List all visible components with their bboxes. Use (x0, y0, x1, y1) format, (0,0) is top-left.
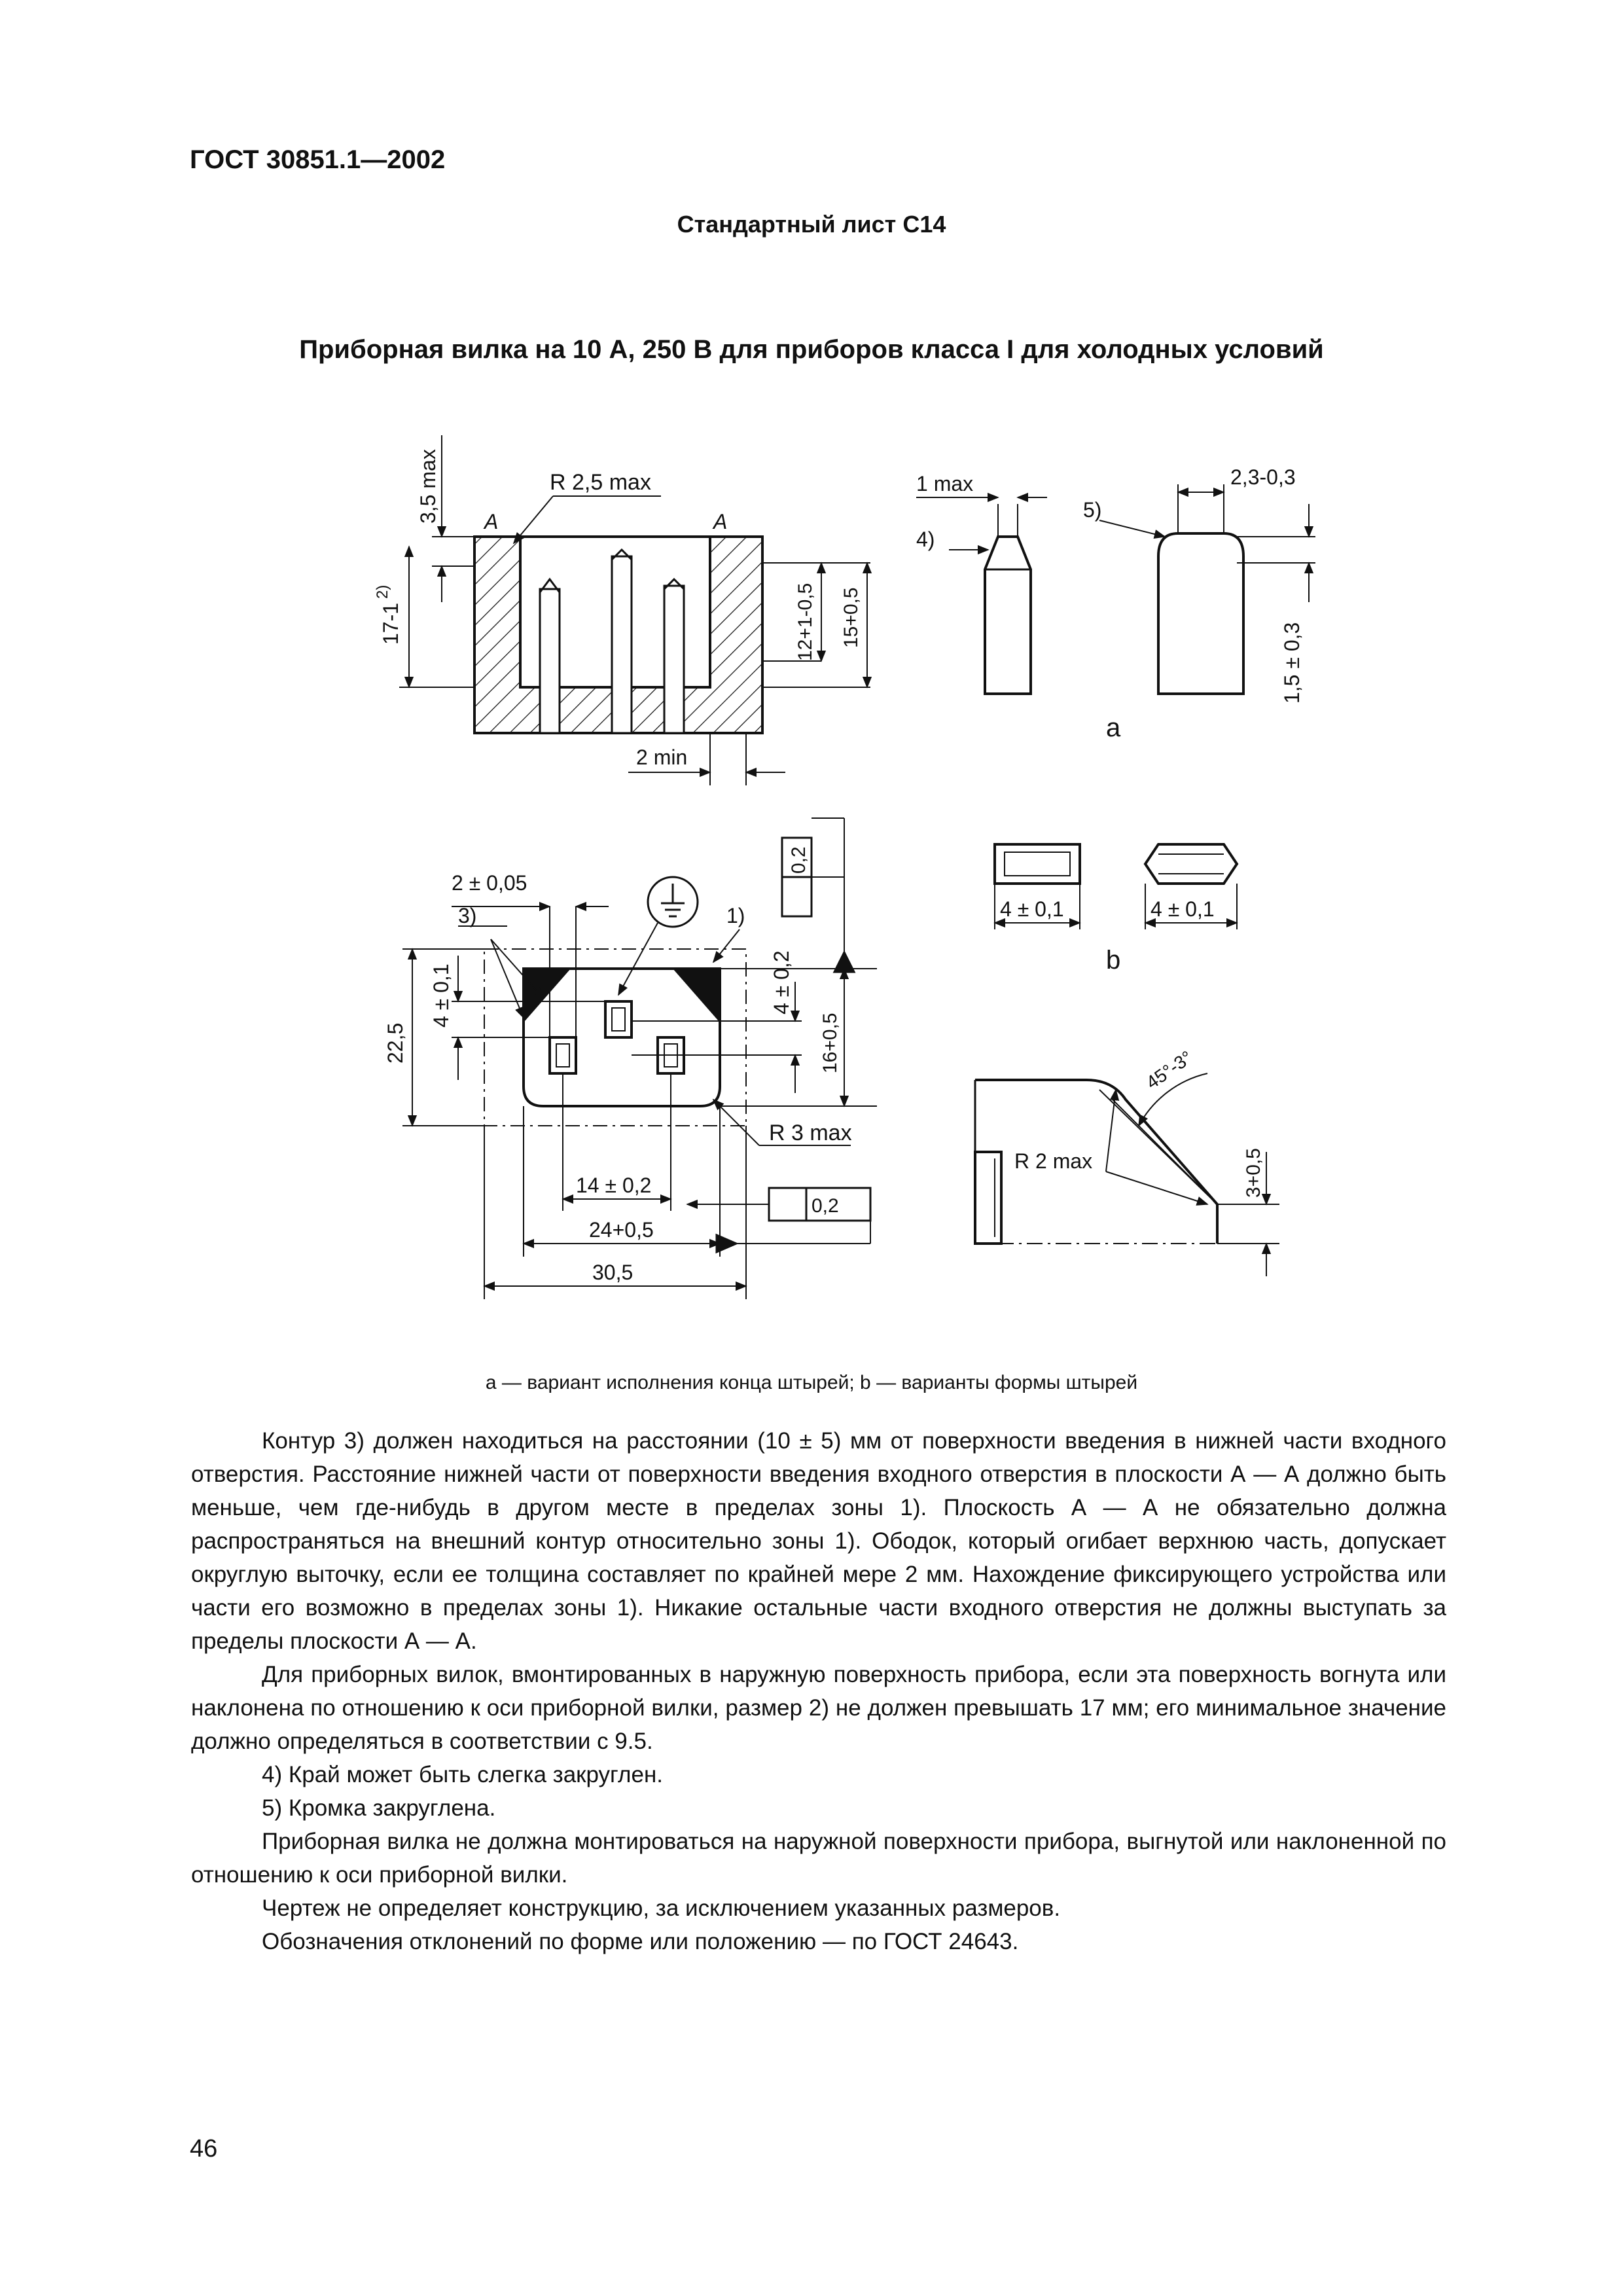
side-detail (975, 1073, 1279, 1276)
paragraph: Приборная вилка не должна монтироваться на наружной поверхности прибора, выгнутой или наклоненной по отношению к оси приборной вилки. (191, 1829, 1446, 1888)
tolerance-0-2-bottom: 0,2 (812, 1195, 839, 1217)
dim-2-005: 2 ± 0,05 (452, 871, 527, 895)
dim-1-max: 1 max (916, 472, 974, 495)
dim-4-02: 4 ± 0,2 (770, 950, 793, 1014)
paragraph: Чертеж не определяет конструкцию, за исключением указанных размеров. (262, 1895, 1061, 1921)
dim-16: 16+0,5 (819, 1013, 841, 1073)
dim-22-5: 22,5 (383, 1022, 407, 1064)
dim-1-5: 1,5 ± 0,3 (1280, 622, 1304, 704)
paragraph: Контур 3) должен находиться на расстоянии (10 ± 5) мм от поверхности введения в нижней части входного отверстия. Расстояние нижней части от поверхности введения входного отверстия в плоскости А — А должно быть меньше, чем где-нибудь в другом месте в пределах зоны 1). Плоскость А — А не обязательно должна распространяться на внешний контур относительно зоны 1). Ободок, который огибает верхнюю часть, допускает округлую выточку, если ее толщина составляет по крайней мере 2 мм. Нахождение фиксирующего устройства или части его возможно в пределах зоны 1). Никакие остальные части входного отверстия не должны выступать за пределы плоскости А — А. (191, 1428, 1446, 1654)
dim-2-3: 2,3-0,3 (1230, 465, 1296, 489)
view-a-label: a (1106, 713, 1121, 742)
paragraph: Обозначения отклонений по форме или положению — по ГОСТ 24643. (262, 1929, 1019, 1954)
r-2-5-max-label: R 2,5 max (550, 470, 651, 495)
note-5: 5) (1083, 498, 1102, 522)
sheet-label: Стандартный лист С14 (677, 211, 946, 238)
dim-17: 17-1 (379, 602, 402, 645)
dim-3: 3+0,5 (1243, 1148, 1264, 1198)
page-number: 46 (190, 2135, 218, 2162)
dim-17-note: 2) (374, 584, 391, 599)
r-2-max-label: R 2 max (1014, 1149, 1093, 1173)
section-a-left: A (484, 510, 499, 533)
view-b-label: b (1106, 946, 1121, 975)
dim-4-01-left: 4 ± 0,1 (429, 963, 453, 1028)
dim-15: 15+0,5 (840, 587, 862, 648)
section-a-right: A (713, 510, 728, 533)
dim-30-5: 30,5 (592, 1261, 633, 1284)
dim-24: 24+0,5 (589, 1218, 654, 1242)
document-header: ГОСТ 30851.1—2002 (190, 145, 446, 174)
tolerance-0-2-top: 0,2 (788, 846, 810, 874)
body-text (191, 1424, 1446, 1958)
dim-3-5-max: 3,5 max (416, 449, 440, 524)
paragraph: 4) Край может быть слегка закруглен. (262, 1762, 663, 1787)
dim-2-min: 2 min (636, 745, 688, 769)
paragraph: 5) Кромка закруглена. (262, 1795, 496, 1821)
dim-12: 12+1-0,5 (794, 583, 816, 661)
page-title: Приборная вилка на 10 А, 250 В для приборов класса I для холодных условий (299, 335, 1324, 364)
paragraph: Для приборных вилок, вмонтированных в наружную поверхность прибора, если эта поверхность вогнута или наклонена по отношению к оси приборной вилки, размер 2) не должен превышать 17 мм; его минимальное значение должно определяться в соответствии с 9.5. (191, 1662, 1446, 1754)
r-3-max-label: R 3 max (769, 1121, 852, 1145)
pin-end-view (916, 484, 1315, 694)
note-1: 1) (726, 904, 745, 927)
dim-14: 14 ± 0,2 (576, 1174, 652, 1197)
pin-b1-dim: 4 ± 0,1 (1000, 897, 1064, 921)
figure-caption: а — вариант исполнения конца штырей; b — варианты формы штырей (485, 1372, 1138, 1393)
note-4: 4) (916, 528, 935, 551)
pin-b2-dim: 4 ± 0,1 (1150, 897, 1215, 921)
angle-45: 45°-3° (1142, 1047, 1196, 1093)
note-3: 3) (458, 904, 477, 927)
